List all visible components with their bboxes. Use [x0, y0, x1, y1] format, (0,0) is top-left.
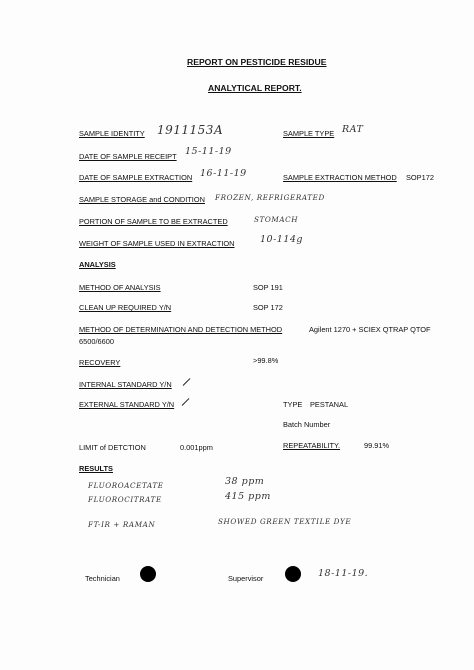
sample-type-value: RAT — [342, 124, 364, 135]
technician-signature-mark — [140, 566, 156, 582]
sample-identity-value: 1911153A — [157, 123, 224, 137]
type-value: PESTANAL — [310, 400, 349, 409]
batch-label: Batch Number — [283, 420, 331, 429]
portion-value: STOMACH — [254, 215, 299, 224]
receipt-date-value: 15-11-19 — [185, 146, 232, 157]
report-subtitle: ANALYTICAL REPORT. — [208, 83, 302, 93]
supervisor-signature-mark — [285, 566, 301, 582]
weight-value: 10-114g — [260, 234, 304, 245]
storage-value: FROZEN, REFRIGERATED — [215, 193, 325, 202]
result-name: FT-IR + RAMAN — [88, 520, 156, 529]
cleanup-value: SOP 172 — [253, 303, 283, 312]
extraction-date-value: 16-11-19 — [200, 168, 247, 179]
results-heading: RESULTS — [79, 464, 113, 473]
result-value: 38 ppm — [225, 476, 265, 487]
lod-label: LIMIT of DETCTION — [79, 443, 146, 452]
lod-value: 0.001ppm — [180, 443, 213, 452]
repeatability-value: 99.91% — [364, 441, 390, 450]
external-std-label: EXTERNAL STANDARD Y/N — [79, 400, 175, 409]
portion-label: PORTION OF SAMPLE TO BE EXTRACTED — [79, 217, 228, 226]
determination-label: METHOD OF DETERMINATION AND DETECTION METHOD — [79, 325, 283, 334]
result-value: 415 ppm — [225, 491, 271, 502]
determination-value: Agilent 1270 + SCIEX QTRAP QTOF — [309, 325, 431, 334]
method-label: METHOD OF ANALYSIS — [79, 283, 161, 292]
recovery-label: RECOVERY — [79, 358, 121, 367]
internal-std-strike — [183, 378, 191, 386]
report-title: REPORT ON PESTICIDE RESIDUE — [187, 57, 327, 67]
extraction-method-label: SAMPLE EXTRACTION METHOD — [283, 173, 397, 182]
extraction-method-value: SOP172 — [406, 173, 434, 182]
type-label: TYPE — [283, 400, 303, 409]
method-value: SOP 191 — [253, 283, 283, 292]
external-std-strike — [182, 398, 190, 406]
signature-date: 18-11-19. — [318, 568, 369, 579]
extraction-date-label: DATE OF SAMPLE EXTRACTION — [79, 173, 193, 182]
sample-identity-label: SAMPLE IDENTITY — [79, 129, 145, 138]
result-name: FLUOROCITRATE — [88, 495, 162, 504]
receipt-date-label: DATE OF SAMPLE RECEIPT — [79, 152, 177, 161]
recovery-value: >99.8% — [253, 356, 279, 365]
result-value: SHOWED GREEN TEXTILE DYE — [218, 517, 352, 526]
internal-std-label: INTERNAL STANDARD Y/N — [79, 380, 172, 389]
weight-label: WEIGHT OF SAMPLE USED IN EXTRACTION — [79, 239, 235, 248]
technician-label: Technician — [85, 574, 120, 583]
supervisor-label: Supervisor — [228, 574, 264, 583]
result-name: FLUOROACETATE — [88, 481, 164, 490]
cleanup-label: CLEAN UP REQUIRED Y/N — [79, 303, 172, 312]
analysis-heading: ANALYSIS — [79, 260, 116, 269]
storage-label: SAMPLE STORAGE and CONDITION — [79, 195, 205, 204]
determination-value-line2: 6500/6600 — [79, 337, 114, 346]
repeatability-label: REPEATABILITY. — [283, 441, 341, 450]
sample-type-label: SAMPLE TYPE — [283, 129, 335, 138]
